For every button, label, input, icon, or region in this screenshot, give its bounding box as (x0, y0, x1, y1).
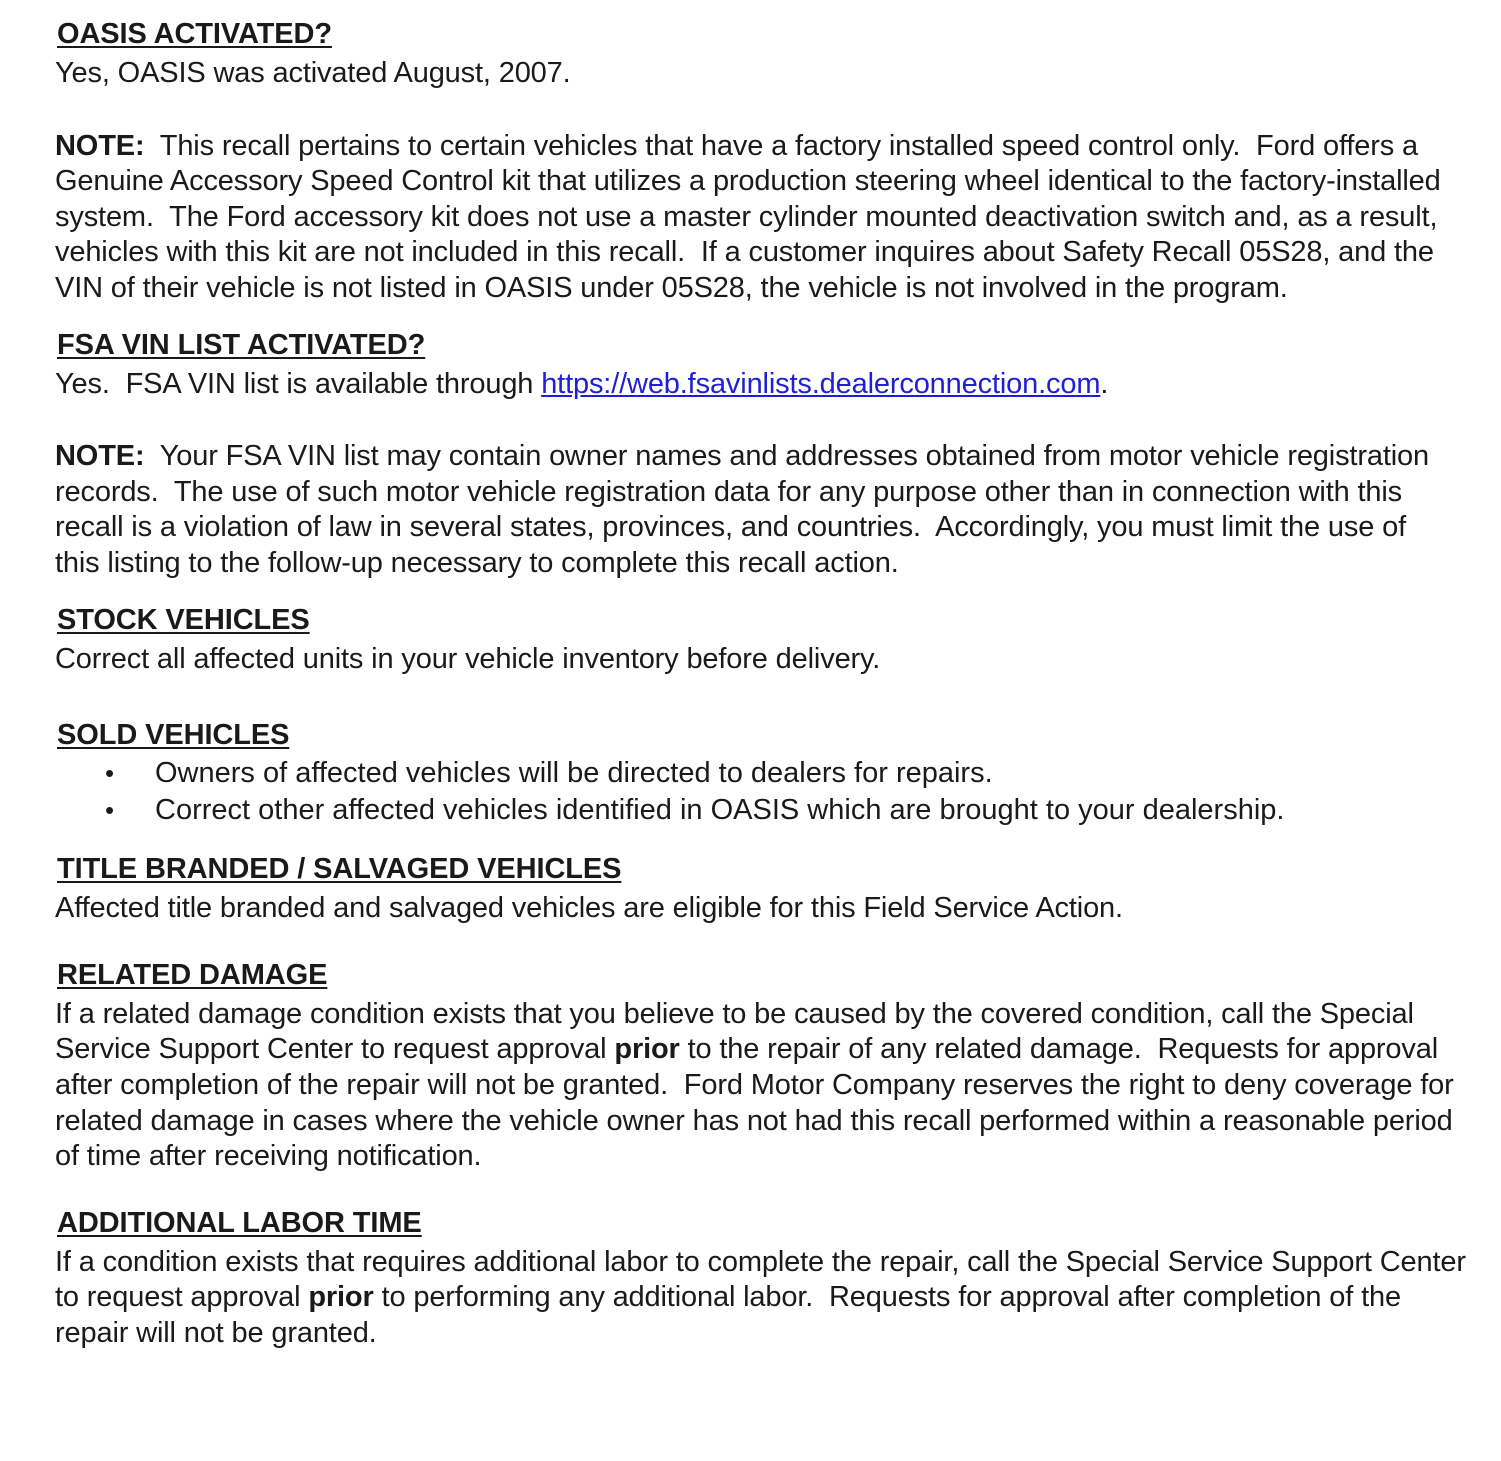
labor-text-pre: If a condition exists that requires additional labor to complete the repair, call the Special Service Support Center to request approval (55, 1245, 1474, 1314)
oasis-note-label: NOTE: (55, 129, 145, 162)
related-damage-text (55, 997, 1480, 1175)
heading-sold-vehicles: SOLD VEHICLES (57, 719, 290, 752)
fsa-note-text: Your FSA VIN list may contain owner names and addresses obtained from motor vehicle registration records. The use of such motor vehicle registration data for any purpose other than in connection with this recall is a violation of law in several states, provinces, and countries. Accordingly, you must limit the use of this listing to the follow-up necessary to complete this recall action. (55, 440, 1437, 579)
related-text-post: to the repair of any related damage. Requests for approval after completion of the repair will not be granted. Ford Motor Company reserves the right to deny coverage for related damage in cases where the vehicle owner has not had this recall performed within a reasonable period of time after receiving notification. (55, 1033, 1462, 1173)
document-page (55, 14, 1480, 1351)
fsa-text-pre: Yes. FSA VIN list is available through (55, 367, 542, 400)
oasis-note (55, 129, 1455, 307)
title-branded-text: Affected title branded and salvaged vehicles are eligible for this Field Service Action. (55, 892, 1123, 925)
heading-oasis-activated: OASIS ACTIVATED? (57, 18, 332, 50)
stock-vehicles-text: Correct all affected units in your vehicle inventory before delivery. (55, 642, 881, 675)
oasis-note-text: This recall pertains to certain vehicles that have a factory installed speed control only. Ford offers a Genuine Accessory Speed Control kit that utilizes a production steering wheel identical to the factory-installed system. The Ford accessory kit does not use a master cylinder mounted deactivation switch and, as a result, vehicles with this kit are not included in this recall. If a customer inquires about Safety Recall 05S28, and the VIN of their vehicle is not listed in OASIS under 05S28, the vehicle is not involved in the program. (55, 129, 1449, 304)
heading-related-damage: RELATED DAMAGE (57, 958, 328, 991)
sold-vehicles-list (55, 755, 1480, 829)
fsa-status-text (55, 367, 1480, 403)
related-prior: prior (614, 1033, 680, 1066)
list-item: • Owners of affected vehicles will be directed to dealers for repairs. (55, 755, 1480, 792)
heading-additional-labor: ADDITIONAL LABOR TIME (57, 1206, 422, 1239)
labor-text-post: to performing any additional labor. Requests for approval after completion of the repair will not be granted. (55, 1281, 1409, 1349)
related-text-pre: If a related damage condition exists that you believe to be caused by the covered condition, call the Special Service Support Center to request approval (55, 997, 1422, 1066)
fsa-vin-list-link[interactable]: https://web.fsavinlists.dealerconnection.com (541, 367, 1101, 400)
labor-prior: prior (308, 1281, 374, 1314)
fsa-text-post: . (1100, 367, 1109, 400)
additional-labor-text (55, 1245, 1475, 1352)
heading-title-branded: TITLE BRANDED / SALVAGED VEHICLES (57, 853, 622, 886)
fsa-note-label: NOTE: (55, 440, 145, 473)
fsa-note (55, 439, 1450, 581)
list-item: • Correct other affected vehicles identified in OASIS which are brought to your dealership. (55, 792, 1480, 829)
heading-stock-vehicles: STOCK VEHICLES (57, 603, 310, 636)
heading-fsa-vin-list: FSA VIN LIST ACTIVATED? (57, 328, 426, 361)
oasis-status-text: Yes, OASIS was activated August, 2007. (55, 57, 571, 89)
